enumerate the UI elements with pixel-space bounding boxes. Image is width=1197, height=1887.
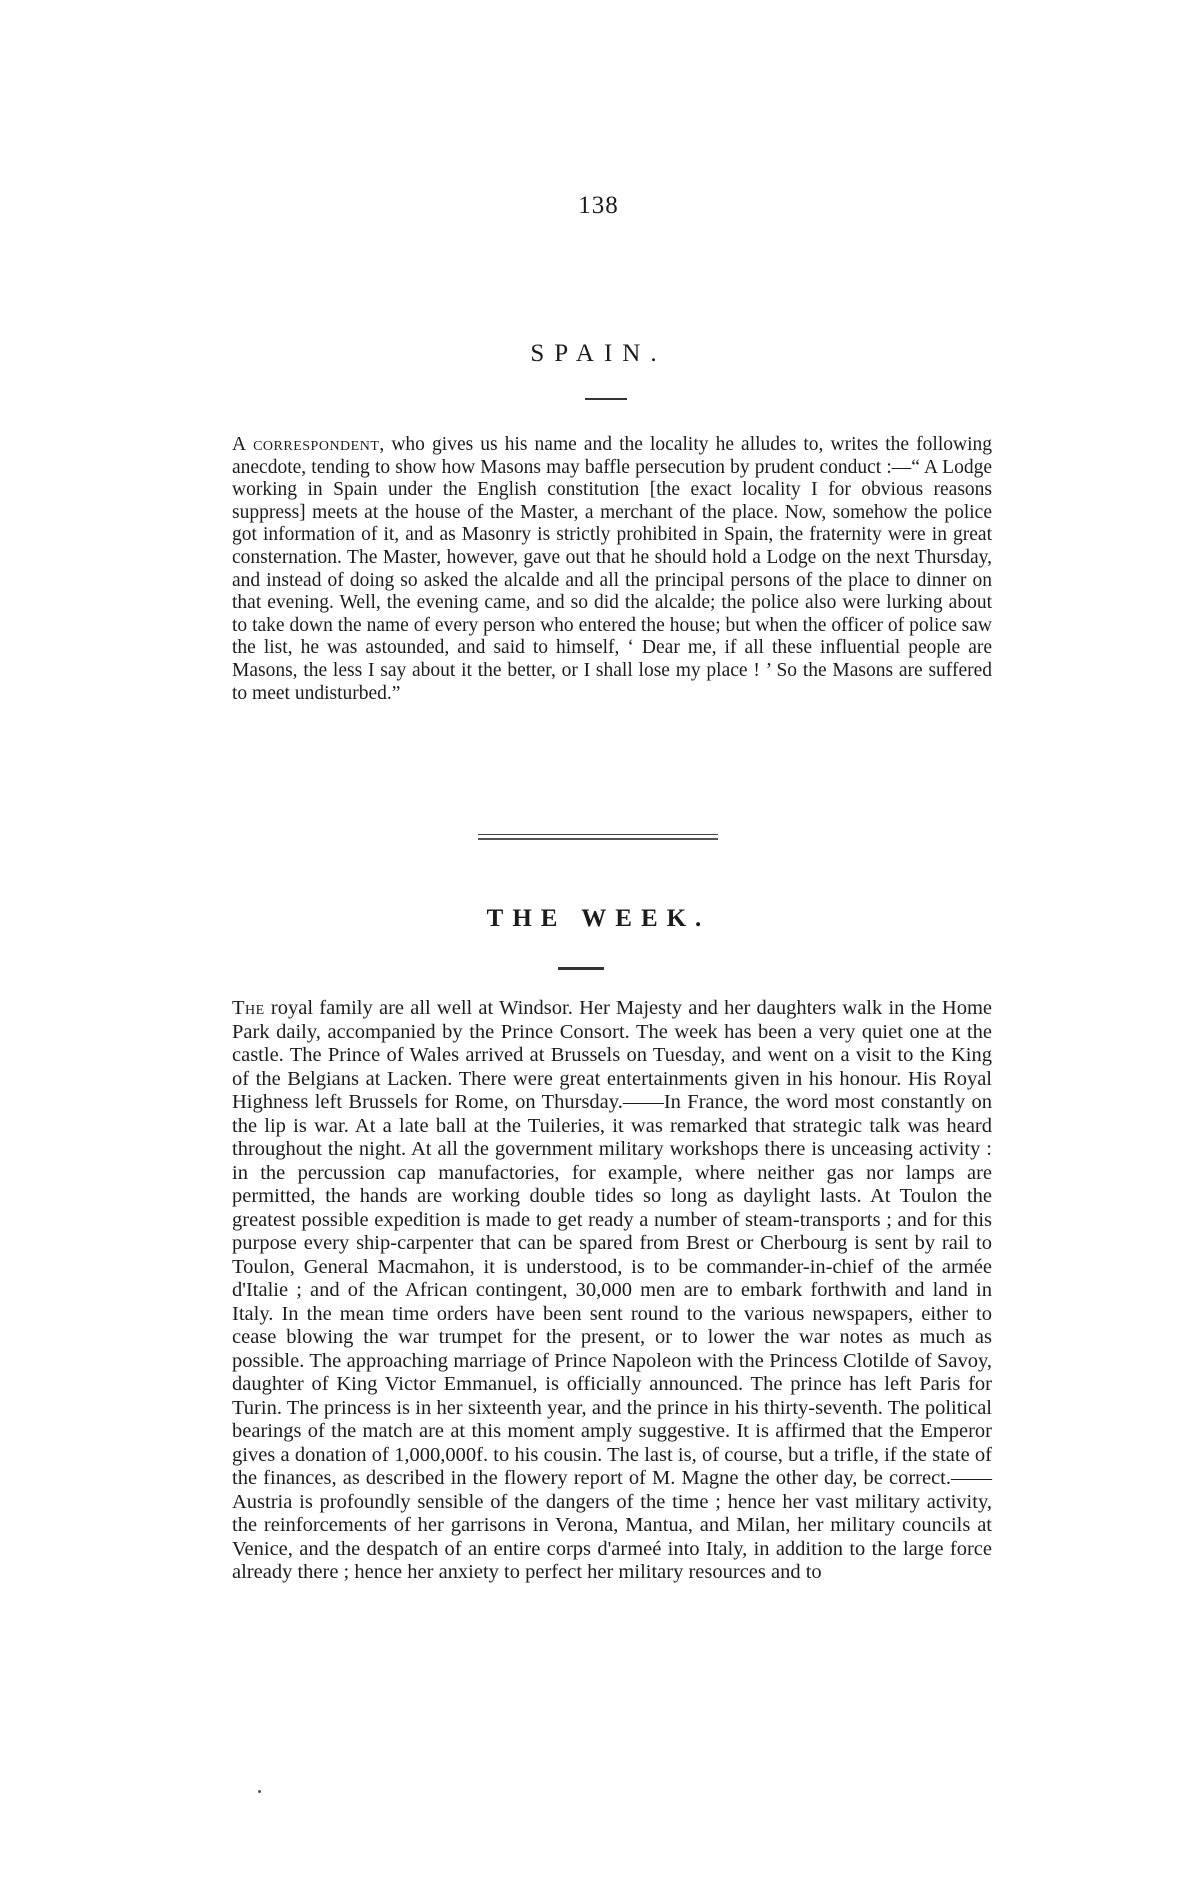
spain-lead-word: A correspondent (232, 434, 380, 455)
week-article-paragraph (232, 997, 992, 1585)
spain-article-paragraph (232, 434, 992, 705)
spain-article-body: , who gives us his name and the locality he alludes to, writes the following anecdote, tending to show how Masons may baffle persecution by prudent conduct :—“ A Lodge working in Spain under the English constitution [the exact locality I for obvious reasons suppress] meets at the house of the Master, a merchant of the place. Now, somehow the police got information of it, and as Masonry is strictly prohibited in Spain, the fraternity were in great consternation. The Master, however, gave out that he should hold a Lodge on the next Thursday, and instead of doing so asked the alcalde and all the principal persons of the place to dinner on that evening. Well, the evening came, and so did the alcalde; the police also were lurking about to take down the name of every person who entered the house; but when the officer of police saw the list, he was astounded, and said to himself, ‘ Dear me, if all these influential people are Masons, the less I say about it the better, or I shall lose my place ! ’ So the Masons are suffered to meet undisturbed.” (232, 434, 992, 704)
week-lead-word: The (232, 997, 265, 1019)
section-divider (478, 834, 718, 840)
section-title-spain: SPAIN. (530, 340, 667, 367)
title-rule (585, 398, 627, 400)
page-number: 138 (578, 192, 619, 219)
week-article-body: royal family are all well at Windsor. Her Majesty and her daughters walk in the Home Park daily, accompanied by the Prince Consort. The week has been a very quiet one at the castle. The Prince of Wales arrived at Brussels on Tuesday, and went on a visit to the King of the Belgians at Lacken. There were great entertainments given in his honour. His Royal Highness left Brussels for Rome, on Thursday.——In France, the word most constantly on the lip is war. At a late ball at the Tuileries, it was remarked that strategic talk was heard throughout the night. At all the government military workshops there is unceasing activity : in the percussion cap manufactories, for example, where neither gas nor lamps are permitted, the hands are working double tides so long as daylight lasts. At Toulon the greatest possible expedition is made to get ready a number of steam-transports ; and for this purpose every ship-carpenter that can be spared from Brest or Cherbourg is sent by rail to Toulon, General Macmahon, it is understood, is to be commander-in-chief of the armée d'Italie ; and of the African contingent, 30,000 men are to embark forthwith and land in Italy. In the mean time orders have been sent round to the various newspapers, either to cease blowing the war trumpet for the present, or to lower the war notes as much as possible. The approaching marriage of Prince Napoleon with the Princess Clotilde of Savoy, daughter of King Victor Emmanuel, is officially announced. The prince has left Paris for Turin. The princess is in her sixteenth year, and the prince in his thirty-seventh. The political bearings of the match are at this moment amply suggestive. It is affirmed that the Emperor gives a donation of 1,000,000f. to his cousin. The last is, of course, but a trifle, if the state of the finances, as described in the flowery report of M. Magne the other day, be correct.——Austria is profoundly sensible of the dangers of the time ; hence her vast military activity, the reinforcements of her garrisons in Verona, Mantua, and Milan, her military councils at Venice, and the despatch of an entire corps d'armeé into Italy, in addition to the large force already there ; hence her anxiety to perfect her military resources and to (232, 997, 992, 1583)
section-title-week: THE WEEK. (486, 905, 711, 932)
print-speck (258, 1790, 261, 1793)
title-rule (558, 967, 604, 970)
